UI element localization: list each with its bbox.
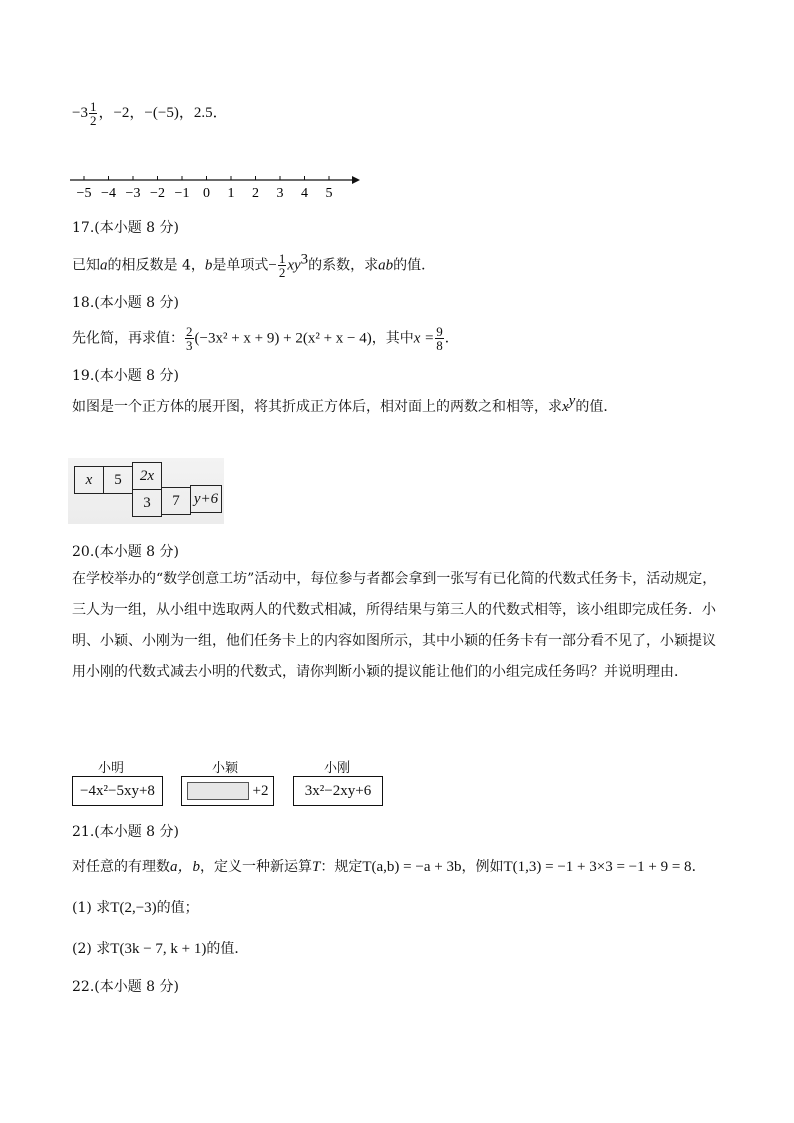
net-cell: 5 <box>103 466 133 494</box>
number-line-label: −4 <box>101 186 116 200</box>
net-cell: y+6 <box>190 485 222 513</box>
q21-part1: (1) 求T(2,−3)的值； <box>72 900 199 916</box>
net-cell: x <box>74 466 104 494</box>
number-line-label: 0 <box>203 186 210 200</box>
card-xiaoming: −4x²−5xy+8 <box>72 776 163 806</box>
net-cell: 3 <box>132 489 162 517</box>
q20-header: 20.(本小题 8 分) <box>72 544 179 560</box>
q21-header: 21.(本小题 8 分) <box>72 824 179 840</box>
q17-header: 17.(本小题 8 分) <box>72 220 179 236</box>
hidden-part <box>187 782 249 800</box>
card-title-xiaogang: 小刚 <box>324 761 351 776</box>
number-line-label: 5 <box>325 186 333 200</box>
number-line-label: 3 <box>276 186 284 200</box>
number-line-label: 1 <box>227 186 235 200</box>
q18-header: 18.(本小题 8 分) <box>72 295 179 311</box>
q22-header: 22.(本小题 8 分) <box>72 979 179 995</box>
net-cell: 2x <box>132 462 162 490</box>
cube-net-figure <box>68 458 224 524</box>
number-line-label: 2 <box>252 186 259 200</box>
number-line-label: −2 <box>150 186 165 200</box>
q21-text: 对任意的有理数a，b，定义一种新运算T：规定T(a,b) = −a + 3b，例如T(1,3) = −1 + 3×3 = −1 + 9 = 8． <box>72 859 706 875</box>
card-xiaogang: 3x²−2xy+6 <box>293 776 383 806</box>
number-line-label: −1 <box>174 186 190 200</box>
number-line-label: −3 <box>125 186 141 200</box>
arrow-icon <box>352 176 360 184</box>
q18-text: 先化简，再求值： $\frac{2}{3}$ (−3x² + x + 9) + 2(x² + x − 4)，其中x = $\frac{9}{8}$ ． <box>72 324 459 353</box>
number-list-rest: ，−2，−(−5)，2.5． <box>98 104 228 121</box>
q19-header: 19.(本小题 8 分) <box>72 368 179 384</box>
number-list <box>72 100 228 127</box>
q20-paragraph: 在学校举办的“数学创意工坊”活动中，每位参与者都会拿到一张写有已化简的代数式任务卡，活动规定，三人为一组，从小组中选取两人的代数式相减，所得结果与第三人的代数式相等，该小组即完成任务．小明、小颖、小刚为一组，他们任务卡上的内容如图所示，其中小颖的任务卡有一部分看不见了，小颖提议用小刚的代数式减去小明的代数式，请你判断小颖的提议能让他们的小组完成任务吗？并说明理由． <box>72 571 717 680</box>
number-line-label: 4 <box>301 186 308 200</box>
card-title-xiaoying: 小颖 <box>212 761 239 776</box>
q19-text: 如图是一个正方体的展开图，将其折成正方体后，相对面上的两数之和相等，求$x^y$的值． <box>72 393 618 415</box>
number-line-label: −5 <box>76 186 92 200</box>
number-line <box>70 170 370 200</box>
number-mixed-whole: −3 <box>72 104 88 121</box>
number-mixed-frac: $\frac{1}{2}$ <box>89 99 97 128</box>
q17-text: 已知a的相反数是 4，b是单项式− $\frac{1}{2}$ $xy^3$的系数，求ab的值． <box>72 251 436 280</box>
card-title-xiaoming: 小明 <box>98 761 125 776</box>
q21-part2: (2) 求T(3k − 7, k + 1)的值． <box>72 941 249 957</box>
net-cell: 7 <box>161 487 191 515</box>
card-xiaoying: +2 <box>181 776 274 806</box>
